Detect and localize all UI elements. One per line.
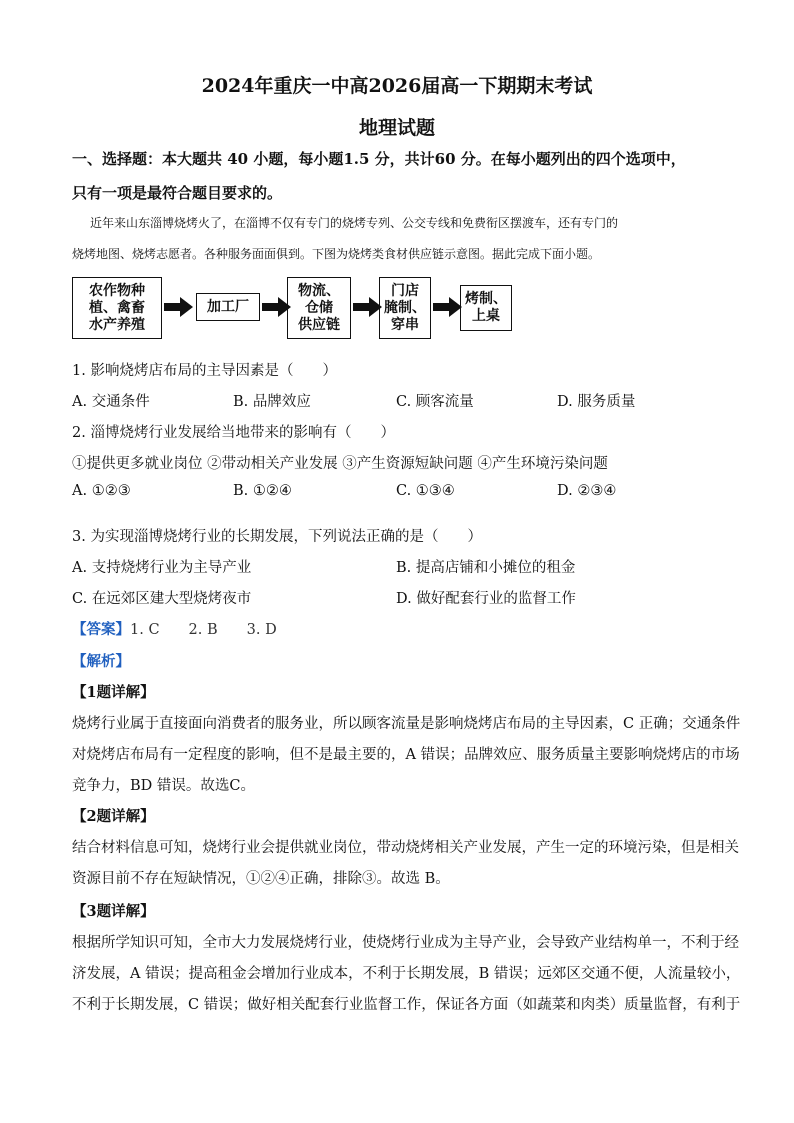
answer-text: 1. C 2. B 3. D	[130, 622, 277, 638]
diagram-box-farming: 农作物种 植、禽畜 水产养殖	[72, 277, 162, 339]
detail-2-label: 【2题详解】	[72, 808, 155, 825]
detail-1-line: 对烧烤店布局有一定程度的影响，但不是最主要的，A 错误；品牌效应、服务质量主要影响烧烤店的市场	[72, 747, 740, 763]
question-1-option-d: D. 服务质量	[557, 394, 636, 410]
question-1-stem: 1. 影响烧烤店布局的主导因素是（ ）	[72, 363, 337, 379]
detail-3-line: 济发展，A 错误；提高租金会增加行业成本，不利于长期发展，B 错误；远郊区交通不便，人流量较小，	[72, 966, 741, 982]
diagram-box-serve: 烤制、 上桌	[460, 285, 512, 331]
question-2-option-c: C. ①③④	[396, 483, 455, 499]
detail-1-label: 【1题详解】	[72, 684, 155, 701]
question-1-option-c: C. 顾客流量	[396, 394, 474, 410]
answer-line	[72, 618, 732, 639]
intro-line1: 近年来山东淄博烧烤火了，在淄博不仅有专门的烧烤专列、公交专线和免费衔区摆渡车，还有专门的	[90, 216, 619, 230]
detail-3-line: 根据所学知识可知，全市大力发展烧烤行业，使烧烤行业成为主导产业，会导致产业结构单一，不利于经	[72, 935, 739, 951]
diagram-box-store: 门店 腌制、 穿串	[379, 277, 431, 339]
detail-2-line: 结合材料信息可知，烧烤行业会提供就业岗位，带动烧烤相关产业发展，产生一定的环境污染，但是相关	[72, 840, 739, 856]
question-2-option-d: D. ②③④	[557, 483, 617, 499]
detail-1-line: 烧烤行业属于直接面向消费者的服务业，所以顾客流量是影响烧烤店布局的主导因素，C 正确；交通条件	[72, 716, 741, 732]
exam-subtitle: 地理试题	[358, 117, 435, 139]
detail-3-line: 不利于长期发展，C 错误；做好相关配套行业监督工作，保证各方面（如蔬菜和肉类）质量监督，有利于	[72, 997, 741, 1013]
question-1-option-b: B. 品牌效应	[233, 394, 311, 410]
question-3-option-a: A. 支持烧烤行业为主导产业	[72, 560, 252, 576]
detail-3-label: 【3题详解】	[72, 903, 155, 920]
question-3-option-d: D. 做好配套行业的监督工作	[396, 591, 576, 607]
question-2-statements: ①提供更多就业岗位 ②带动相关产业发展 ③产生资源短缺问题 ④产生环境污染问题	[72, 456, 608, 472]
question-2-stem: 2. 淄博烧烤行业发展给当地带来的影响有（ ）	[72, 425, 395, 441]
detail-2-line: 资源目前不存在短缺情况，①②④正确，排除③。故选 B。	[72, 871, 450, 887]
arrow-icon	[433, 295, 463, 319]
question-3-option-c: C. 在远郊区建大型烧烤夜市	[72, 591, 252, 607]
diagram-box-logistics: 物流、 仓储 供应链	[287, 277, 351, 339]
analysis-label: 【解析】	[72, 653, 130, 670]
supply-chain-diagram	[72, 275, 532, 345]
diagram-box-factory: 加工厂	[196, 293, 260, 321]
question-3-stem: 3. 为实现淄博烧烤行业的长期发展，下列说法正确的是（ ）	[72, 529, 482, 545]
detail-1-line: 竞争力，BD 错误。故选C。	[72, 778, 255, 794]
question-3-option-b: B. 提高店铺和小摊位的租金	[396, 560, 576, 576]
arrow-icon	[164, 295, 194, 319]
exam-title: 2024年重庆一中高2026届高一下期期末考试	[201, 75, 593, 97]
question-2-option-a: A. ①②③	[72, 483, 131, 499]
question-2-option-b: B. ①②④	[233, 483, 292, 499]
question-1-option-a: A. 交通条件	[72, 394, 150, 410]
answer-label: 【答案】	[72, 621, 130, 638]
section-instruction-line2: 只有一项是最符合题目要求的。	[72, 184, 283, 202]
intro-line2: 烧烤地图、烧烤志愿者。各种服务面面俱到。下图为烧烤类食材供应链示意图。据此完成下面小题。	[72, 247, 601, 261]
section-instruction-line1: 一、选择题：本大题共 40 小题，每小题1.5 分，共计60 分。在每小题列出的四个选项中，	[72, 150, 686, 168]
